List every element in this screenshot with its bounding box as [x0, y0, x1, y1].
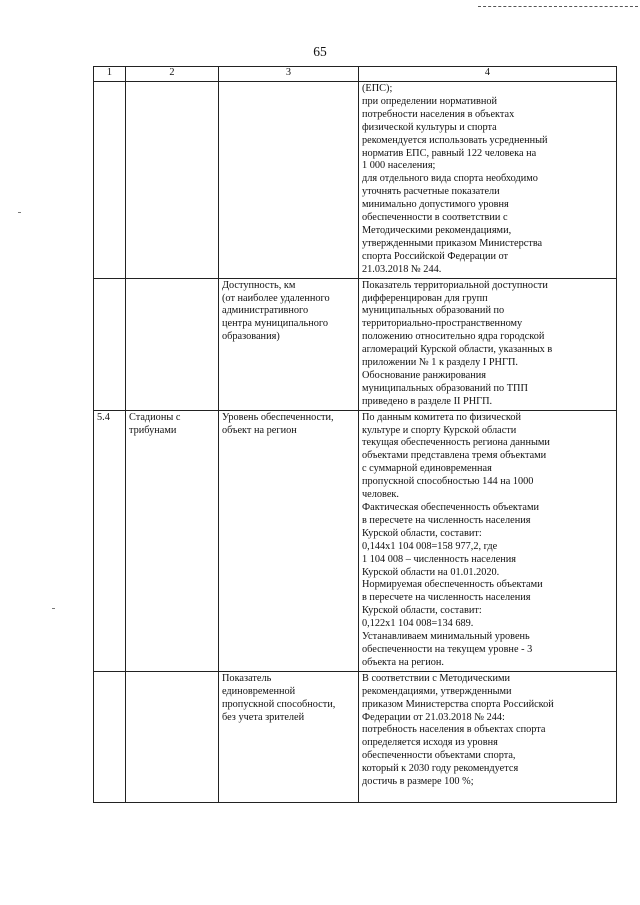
row4-col4 [359, 671, 617, 802]
text-line: приказом Министерства спорта Российской [362, 698, 554, 710]
row1-col3 [219, 82, 359, 279]
text-line: Доступность, км [222, 279, 296, 291]
text-line: с суммарной единовременная [362, 463, 492, 475]
text-line: минимально допустимого уровня [362, 199, 509, 211]
text-line: муниципальных образований по ТПП [362, 382, 528, 394]
row4-col1 [94, 671, 126, 802]
text-line: 21.03.2018 № 244. [362, 263, 442, 275]
text-line: потребность населения в объектах спорта [362, 724, 546, 736]
text-line: центра муниципального [222, 318, 328, 330]
text-line: Устанавливаем минимальный уровень [362, 631, 530, 643]
text-line: Курской области, составит: [362, 605, 482, 617]
row2-col2 [126, 278, 219, 410]
text-line: Стадионы с [129, 411, 181, 423]
text-line: Фактическая обеспеченность объектами [362, 502, 539, 513]
requirements-table [93, 66, 617, 803]
text-line: обеспеченности на текущем уровне - 3 [362, 643, 533, 655]
text-line: Методическими рекомендациями, [362, 224, 512, 236]
header-row [94, 67, 617, 82]
text-line: объектами представлена тремя объектами [362, 450, 547, 462]
text-line: который к 2030 году рекомендуется [362, 763, 519, 775]
header-cell-2: 2 [126, 67, 219, 82]
text-line: Показатель территориальной доступности [362, 279, 548, 291]
header-cell-1: 1 [94, 67, 126, 82]
text-line: агломераций Курской области, указанных в [362, 344, 553, 356]
row3-col1: 5.4 [94, 410, 126, 671]
text-line: приведено в разделе II РНГП. [362, 395, 493, 407]
text-line: определяется исходя из уровня [362, 737, 498, 749]
page-number: 65 [313, 44, 327, 59]
text-line: без учета зрителей [222, 711, 305, 723]
text-line: образования) [222, 331, 280, 343]
text-line: спорта Российской Федерации от [362, 250, 509, 262]
row4-col3 [219, 671, 359, 802]
text-line: в пересчете на численность населения [362, 592, 531, 604]
text-line: Показатель [222, 672, 272, 684]
text-line: пропускной способностью 144 на 1000 [362, 476, 534, 488]
text-line: 0,122х1 104 008=134 689. [362, 618, 474, 630]
text-line: для отдельного вида спорта необходимо [362, 173, 538, 185]
text-line: трибунами [129, 424, 177, 436]
text-line: В соответствии с Методическими [362, 672, 511, 684]
text-line: при определении нормативной [362, 95, 498, 107]
text-line: рекомендациями, утвержденными [362, 685, 512, 697]
text-line: обеспеченности в соответствии с [362, 212, 508, 224]
table-row [94, 278, 617, 410]
row1-col1 [94, 82, 126, 279]
text-line: По данным комитета по физической [362, 411, 522, 423]
header-cell-3: 3 [219, 67, 359, 82]
text-line: утвержденными приказом Министерства [362, 237, 543, 249]
text-line: пропускной способности, [222, 698, 336, 710]
text-line: 1 000 населения; [362, 160, 436, 172]
text-line: Нормируемая обеспеченность объектами [362, 579, 543, 591]
text-line: (ЕПС); [362, 83, 393, 94]
scan-speck [18, 212, 21, 213]
top-edge-line [478, 6, 638, 7]
text-line: потребности населения в объектах [362, 108, 515, 120]
text-line: в пересчете на численность населения [362, 514, 531, 526]
text-line: достичь в размере 100 %; [362, 776, 474, 788]
text-line: Курской области, составит: [362, 527, 482, 539]
text-line: текущая обеспеченность региона данными [362, 437, 550, 449]
text-line: обеспеченности объектами спорта, [362, 750, 516, 762]
row2-col4 [359, 278, 617, 410]
text-line: Обоснование ранжирования [362, 369, 486, 381]
scan-speck [52, 608, 55, 609]
text-line: административного [222, 305, 309, 317]
row1-col4 [359, 82, 617, 279]
text-line: Уровень обеспеченности, [222, 411, 334, 423]
text-line: объект на регион [222, 424, 297, 436]
text-line: единовременной [222, 685, 296, 697]
text-line: объекта на регион. [362, 656, 445, 668]
row2-col3 [219, 278, 359, 410]
table-row [94, 410, 617, 671]
text-line: норматив ЕПС, равный 122 человека на [362, 147, 537, 159]
text-line: (от наиболее удаленного [222, 292, 330, 304]
text-line: уточнять расчетные показатели [362, 186, 500, 198]
text-line: положению относительно ядра городской [362, 331, 545, 343]
text-line: 0,144х1 104 008=158 977,2, где [362, 540, 498, 552]
table-row [94, 671, 617, 802]
row2-col1 [94, 278, 126, 410]
row3-col3 [219, 410, 359, 671]
table-row [94, 82, 617, 279]
header-cell-4: 4 [359, 67, 617, 82]
text-line: муниципальных образований по [362, 305, 505, 317]
text-line: культуре и спорту Курской области [362, 424, 517, 436]
text-line: 1 104 008 – численность населения [362, 553, 517, 565]
row3-col2 [126, 410, 219, 671]
text-line: Федерации от 21.03.2018 № 244: [362, 711, 505, 723]
text-line: Курской области на 01.01.2020. [362, 566, 500, 578]
text-line: человек. [362, 489, 399, 501]
row1-col2 [126, 82, 219, 279]
text-line: территориально-пространственному [362, 318, 523, 330]
row4-col2 [126, 671, 219, 802]
text-line: дифференцирован для групп [362, 292, 488, 304]
text-line: приложении № 1 к разделу I РНГП. [362, 357, 518, 369]
text-line: рекомендуется использовать усредненный [362, 134, 548, 146]
text-line: физической культуры и спорта [362, 121, 497, 133]
row3-col4 [359, 410, 617, 671]
